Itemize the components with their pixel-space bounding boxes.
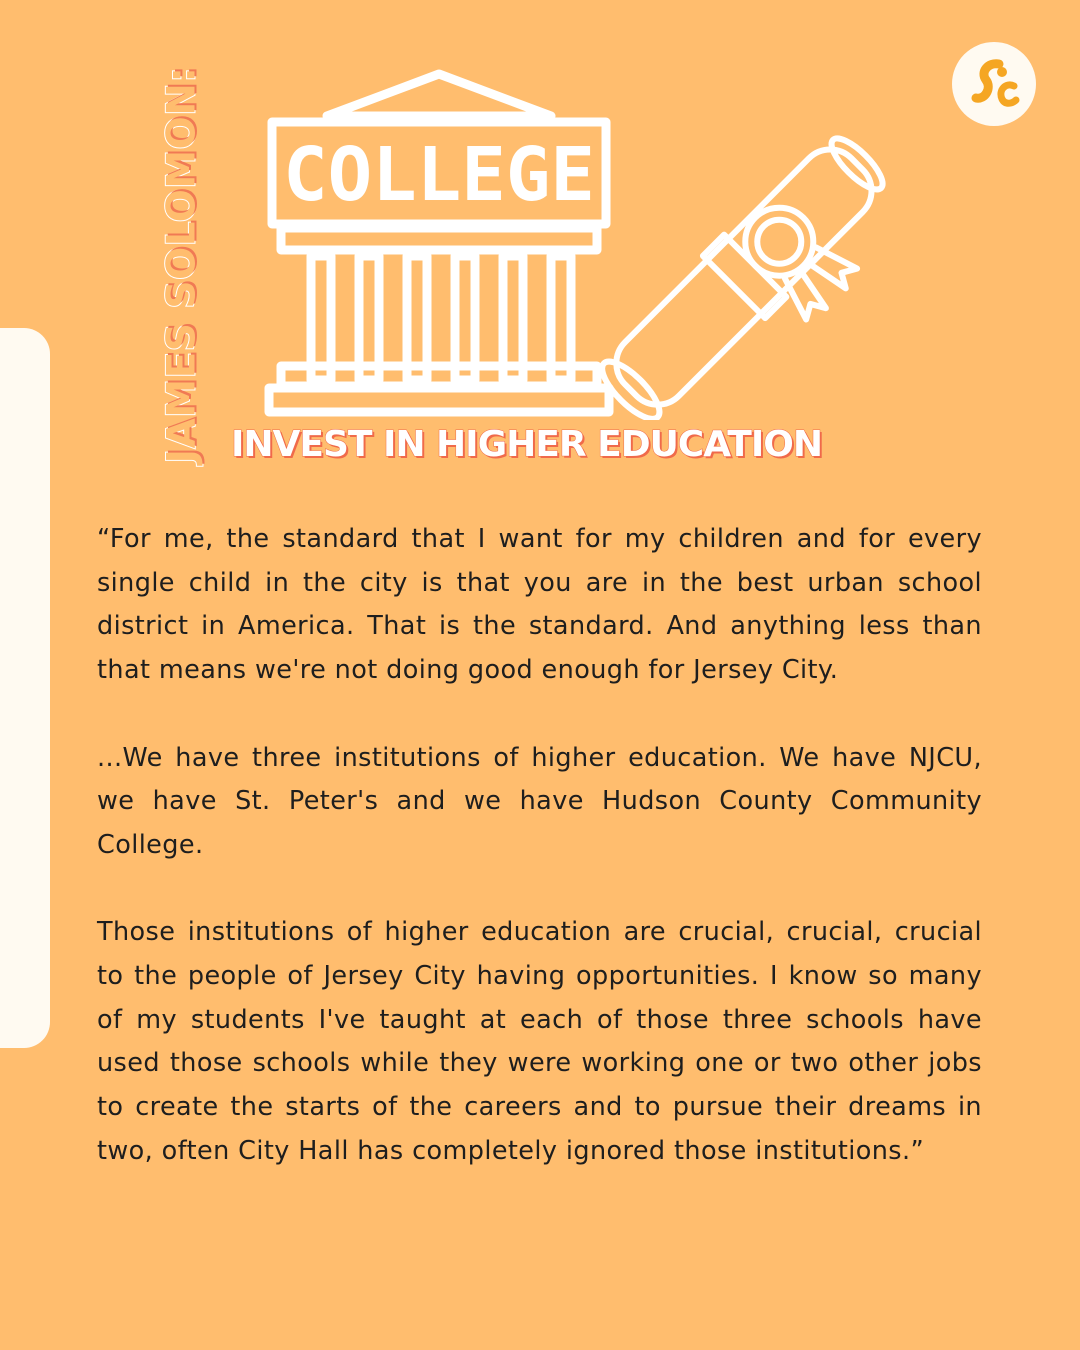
- quote-paragraph: Those institutions of higher education are crucial, crucial, crucial to the people of Jersey City having opportunities. I know so many of my students I've taught at each of those three schools have used those schools while they were working one or two other jobs to create the starts of the careers and to pursue their dreams in two, often City Hall has completely ignored those institutions.”: [97, 917, 982, 1166]
- illustration: [255, 60, 905, 420]
- headline: INVEST IN HIGHER EDUCATION: [231, 424, 822, 465]
- quote-block: [97, 518, 982, 1174]
- college-sign-text: COLLEGE: [283, 132, 595, 218]
- diploma-scroll-icon: [590, 124, 905, 420]
- jsc-monogram-icon: [952, 42, 1036, 126]
- quote-paragraph: ...We have three institutions of higher education. We have NJCU, we have St. Peter's and we have Hudson County Community College.: [97, 742, 982, 860]
- college-building-icon: [269, 74, 609, 412]
- quote-paragraph: “For me, the standard that I want for my children and for every single child in the city is that you are in the best urban school district in America. That is the standard. And anything less than that means we're not doing good enough for Jersey City.: [97, 524, 982, 686]
- candidate-name-vertical: JAMES SOLOMON:: [159, 66, 205, 464]
- side-tab-panel: [0, 328, 50, 1048]
